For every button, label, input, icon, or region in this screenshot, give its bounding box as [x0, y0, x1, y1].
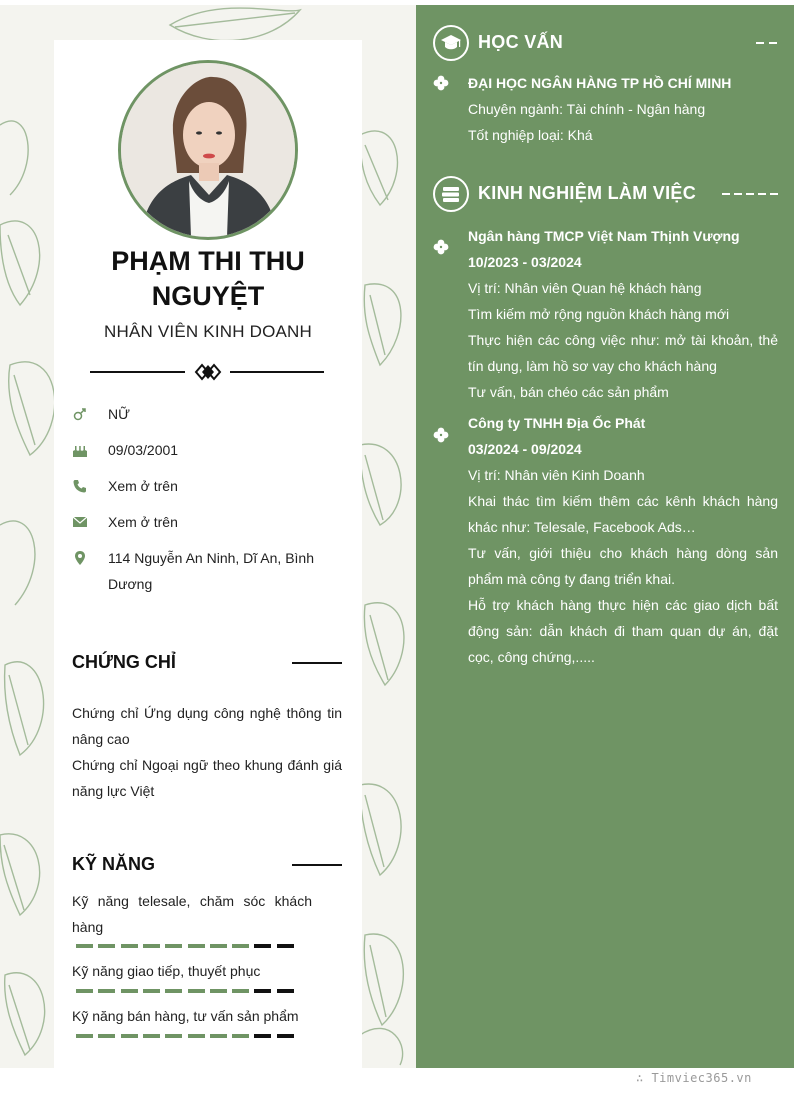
skill-segment-filled	[210, 944, 227, 948]
certificate-item: Chứng chỉ Ứng dụng công nghệ thông tin nâng cao	[72, 705, 342, 747]
skill-segment-empty	[277, 1034, 294, 1038]
gender-icon	[72, 406, 88, 422]
skill-segment-filled	[165, 1034, 182, 1038]
job-position: Vị trí: Nhân viên Kinh Doanh	[468, 467, 645, 483]
skill-segment-filled	[121, 1034, 138, 1038]
skill-segment-empty	[277, 944, 294, 948]
birthday-cake-icon	[72, 442, 88, 458]
skill-segment-empty	[254, 1034, 271, 1038]
skill-segment-filled	[143, 989, 160, 993]
job-position: Vị trí: Nhân viên Quan hệ khách hàng	[468, 280, 702, 296]
right-column	[416, 5, 794, 1068]
skill-level-bar	[76, 1034, 298, 1038]
profile-card	[54, 40, 362, 1068]
skill-segment-filled	[76, 944, 93, 948]
divider-line-left	[90, 371, 185, 373]
company-name: Công ty TNHH Địa Ốc Phát	[468, 415, 646, 431]
skill-segment-filled	[121, 989, 138, 993]
skill-segment-filled	[121, 944, 138, 948]
school-name: ĐẠI HỌC NGÂN HÀNG TP HỒ CHÍ MINH	[468, 75, 732, 91]
skill-segment-filled	[98, 944, 115, 948]
job-period: 03/2024 - 09/2024	[468, 441, 582, 457]
divider-line-right	[230, 371, 324, 373]
certificate-item: Chứng chỉ Ngoại ngữ theo khung đánh giá năng lực Việt	[72, 757, 342, 799]
job-duty: Tìm kiếm mở rộng nguồn khách hàng mới	[468, 306, 730, 322]
job-duty: Hỗ trợ khách hàng thực hiện các giao dịch bất động sản: dẫn khách đi tham quan dự án, đặt cọc, công chứng,.....	[468, 597, 778, 665]
location-pin-icon	[72, 550, 88, 566]
experience-heading: KINH NGHIỆM LÀM VIỆC	[478, 183, 697, 203]
watermark: ∴ Timviec365.vn	[636, 1071, 752, 1085]
experience-entry	[468, 410, 778, 670]
skill-level-bar	[76, 989, 298, 993]
gender-text: NỮ	[108, 406, 131, 422]
job-duty: Tư vấn, giới thiệu cho khách hàng dòng sản phẩm mà công ty đang triển khai.	[468, 545, 778, 587]
clover-bullet-icon	[433, 75, 449, 91]
job-title: NHÂN VIÊN KINH DOANH	[103, 322, 313, 341]
skill-segment-filled	[232, 1034, 249, 1038]
job-duty: Thực hiện các công việc như: mở tài khoản, thẻ tín dụng, làm hồ sơ vay cho khách hàng	[468, 332, 778, 374]
graduation-cap-icon	[440, 32, 462, 54]
skills-heading: KỸ NĂNG	[72, 854, 156, 874]
skill-segment-filled	[232, 989, 249, 993]
skill-segment-filled	[210, 1034, 227, 1038]
education-section-icon	[433, 25, 469, 61]
portrait-photo	[121, 63, 295, 237]
skill-segment-filled	[188, 1034, 205, 1038]
clover-bullet-icon	[433, 239, 449, 255]
skill-name: Kỹ năng giao tiếp, thuyết phục	[72, 963, 261, 979]
birthdate-text: 09/03/2001	[108, 442, 179, 458]
skill-name: Kỹ năng bán hàng, tư vấn sản phẩm	[72, 1008, 299, 1024]
education-grade: Tốt nghiệp loại: Khá	[468, 127, 593, 143]
job-duty: Tư vấn, bán chéo các sản phẩm	[468, 384, 669, 400]
company-name: Ngân hàng TMCP Việt Nam Thịnh Vượng	[468, 228, 740, 244]
skill-segment-filled	[232, 944, 249, 948]
education-entry	[468, 70, 778, 148]
skill-segment-empty	[277, 989, 294, 993]
skill-segment-empty	[254, 989, 271, 993]
skills-heading-line	[292, 864, 342, 866]
experience-entry	[468, 223, 778, 405]
skill-segment-filled	[98, 989, 115, 993]
certificates-heading: CHỨNG CHỈ	[72, 652, 176, 672]
experience-section-icon	[433, 176, 469, 212]
skill-segment-filled	[165, 989, 182, 993]
education-heading: HỌC VẤN	[478, 32, 564, 52]
diamond-ornament-icon	[188, 362, 228, 382]
phone-text: Xem ở trên	[108, 478, 178, 494]
skill-segment-filled	[210, 989, 227, 993]
skill-segment-filled	[98, 1034, 115, 1038]
skill-segment-empty	[254, 944, 271, 948]
phone-icon	[72, 478, 88, 494]
skill-segment-filled	[76, 1034, 93, 1038]
email-icon	[72, 514, 88, 530]
books-icon	[440, 183, 462, 205]
job-period: 10/2023 - 03/2024	[468, 254, 582, 270]
skill-segment-filled	[143, 1034, 160, 1038]
address-text: 114 Nguyễn An Ninh, Dĩ An, Bình Dương	[108, 550, 314, 592]
clover-bullet-icon	[433, 427, 449, 443]
email-text: Xem ở trên	[108, 514, 178, 530]
education-heading-dash	[756, 42, 778, 44]
experience-heading-dash	[722, 193, 778, 195]
education-major: Chuyên ngành: Tài chính - Ngân hàng	[468, 101, 706, 117]
skill-segment-filled	[188, 944, 205, 948]
skill-segment-filled	[165, 944, 182, 948]
certificates-heading-line	[292, 662, 342, 664]
job-duty: Khai thác tìm kiếm thêm các kênh khách hàng khác như: Telesale, Facebook Ads…	[468, 493, 778, 535]
skill-segment-filled	[143, 944, 160, 948]
avatar	[118, 60, 298, 240]
candidate-name: PHẠM THI THU NGUYỆT	[111, 246, 305, 311]
skill-segment-filled	[76, 989, 93, 993]
skill-level-bar	[76, 944, 298, 948]
skill-segment-filled	[188, 989, 205, 993]
skill-name: Kỹ năng telesale, chăm sóc khách hàng	[72, 893, 312, 935]
